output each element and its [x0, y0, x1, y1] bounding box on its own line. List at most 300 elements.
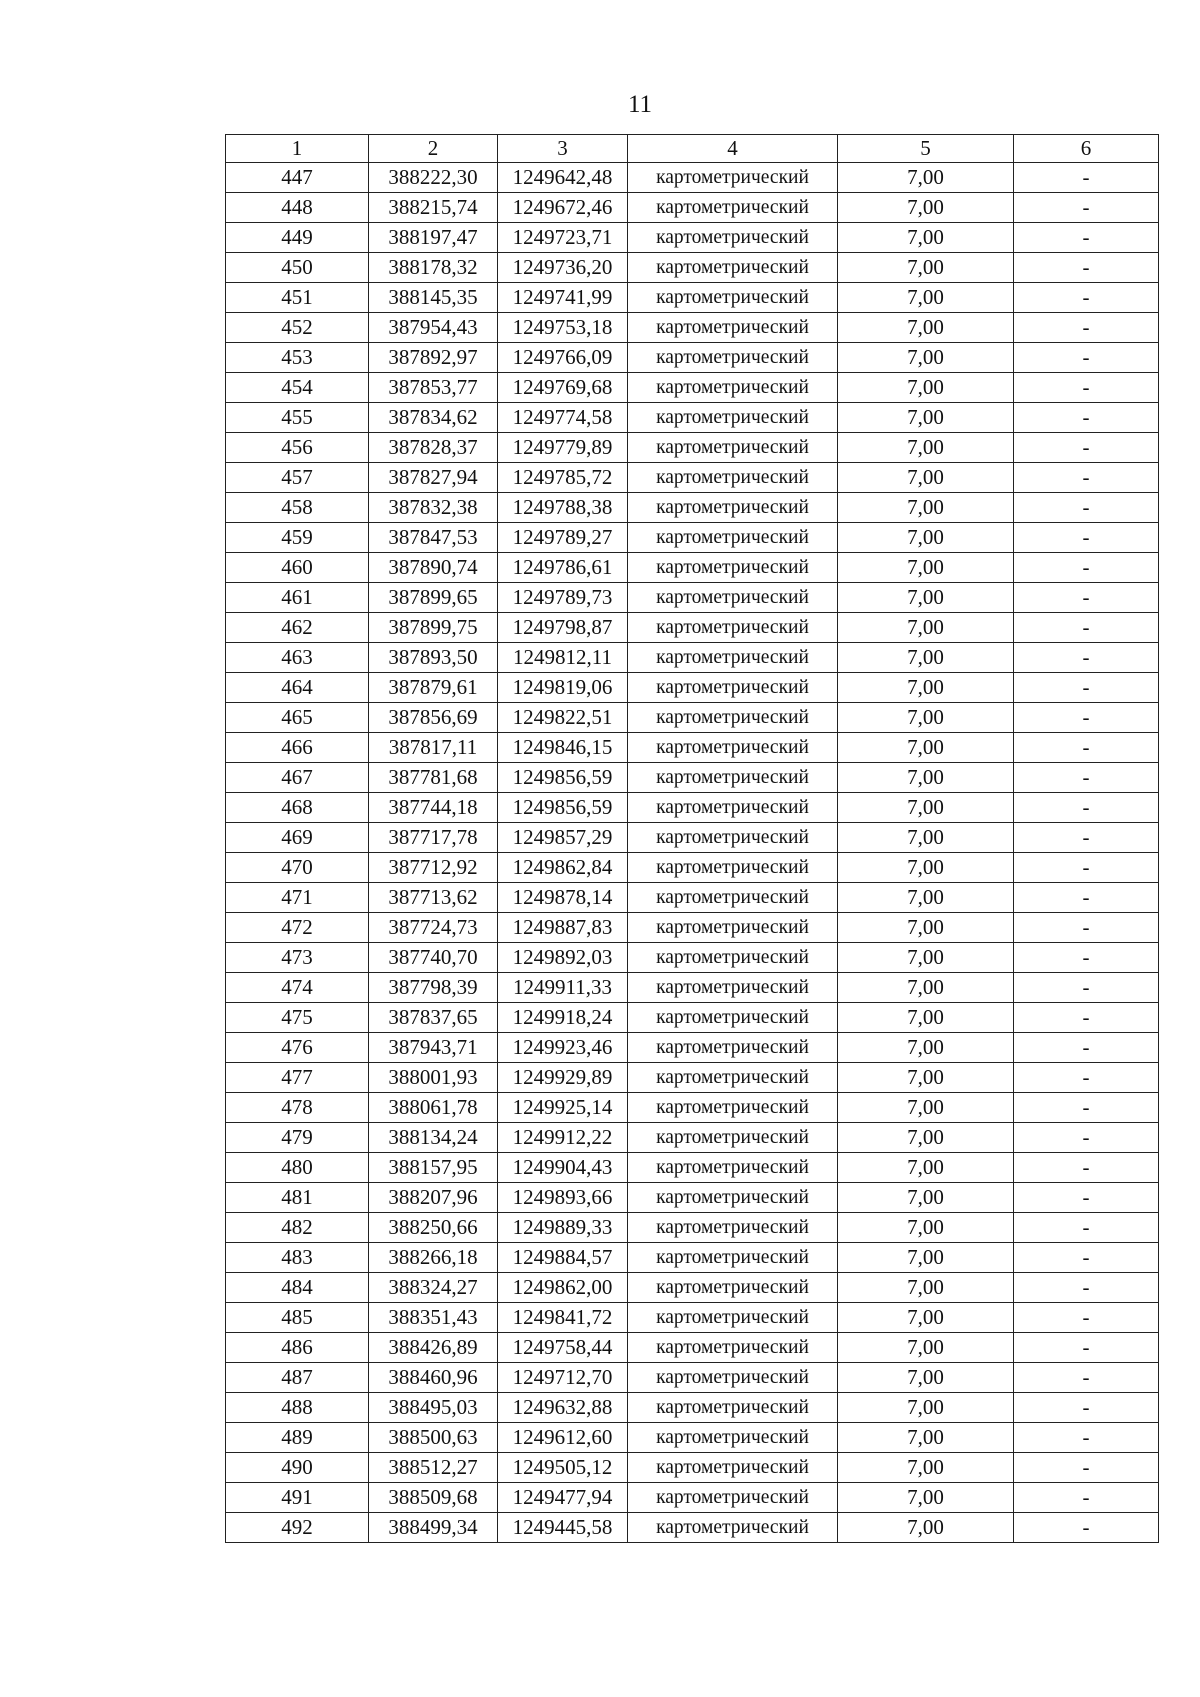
point-number-cell: 490	[226, 1453, 369, 1483]
description-cell: -	[1014, 373, 1159, 403]
y-coordinate-cell: 1249892,03	[498, 943, 628, 973]
point-number-cell: 468	[226, 793, 369, 823]
x-coordinate-cell: 388207,96	[369, 1183, 498, 1213]
point-number-cell: 486	[226, 1333, 369, 1363]
x-coordinate-cell: 387712,92	[369, 853, 498, 883]
method-cell: картометрический	[628, 643, 838, 673]
table-row	[226, 673, 1159, 703]
accuracy-cell: 7,00	[838, 283, 1014, 313]
x-coordinate-cell: 387827,94	[369, 463, 498, 493]
accuracy-cell: 7,00	[838, 553, 1014, 583]
accuracy-cell: 7,00	[838, 643, 1014, 673]
x-coordinate-cell: 388145,35	[369, 283, 498, 313]
accuracy-cell: 7,00	[838, 823, 1014, 853]
table-row	[226, 1513, 1159, 1543]
y-coordinate-cell: 1249911,33	[498, 973, 628, 1003]
accuracy-cell: 7,00	[838, 673, 1014, 703]
accuracy-cell: 7,00	[838, 913, 1014, 943]
x-coordinate-cell: 387828,37	[369, 433, 498, 463]
description-cell: -	[1014, 463, 1159, 493]
point-number-cell: 462	[226, 613, 369, 643]
x-coordinate-cell: 387847,53	[369, 523, 498, 553]
table-row	[226, 643, 1159, 673]
table-row	[226, 1213, 1159, 1243]
point-number-cell: 461	[226, 583, 369, 613]
column-header-2: 2	[369, 135, 498, 163]
accuracy-cell: 7,00	[838, 313, 1014, 343]
point-number-cell: 473	[226, 943, 369, 973]
coordinates-table	[225, 134, 1159, 1543]
description-cell: -	[1014, 583, 1159, 613]
y-coordinate-cell: 1249672,46	[498, 193, 628, 223]
accuracy-cell: 7,00	[838, 703, 1014, 733]
x-coordinate-cell: 387890,74	[369, 553, 498, 583]
method-cell: картометрический	[628, 343, 838, 373]
x-coordinate-cell: 388512,27	[369, 1453, 498, 1483]
method-cell: картометрический	[628, 1273, 838, 1303]
accuracy-cell: 7,00	[838, 1483, 1014, 1513]
table-row	[226, 1423, 1159, 1453]
accuracy-cell: 7,00	[838, 493, 1014, 523]
point-number-cell: 456	[226, 433, 369, 463]
description-cell: -	[1014, 1033, 1159, 1063]
accuracy-cell: 7,00	[838, 943, 1014, 973]
table-row	[226, 1243, 1159, 1273]
method-cell: картометрический	[628, 763, 838, 793]
method-cell: картометрический	[628, 523, 838, 553]
y-coordinate-cell: 1249789,73	[498, 583, 628, 613]
point-number-cell: 448	[226, 193, 369, 223]
y-coordinate-cell: 1249912,22	[498, 1123, 628, 1153]
y-coordinate-cell: 1249925,14	[498, 1093, 628, 1123]
column-header-3: 3	[498, 135, 628, 163]
description-cell: -	[1014, 1153, 1159, 1183]
table-row	[226, 193, 1159, 223]
header-row	[226, 135, 1159, 163]
table-row	[226, 523, 1159, 553]
description-cell: -	[1014, 343, 1159, 373]
description-cell: -	[1014, 553, 1159, 583]
method-cell: картометрический	[628, 253, 838, 283]
point-number-cell: 478	[226, 1093, 369, 1123]
y-coordinate-cell: 1249632,88	[498, 1393, 628, 1423]
method-cell: картометрический	[628, 1303, 838, 1333]
description-cell: -	[1014, 1393, 1159, 1423]
method-cell: картометрический	[628, 433, 838, 463]
accuracy-cell: 7,00	[838, 1333, 1014, 1363]
point-number-cell: 474	[226, 973, 369, 1003]
x-coordinate-cell: 387899,75	[369, 613, 498, 643]
x-coordinate-cell: 388178,32	[369, 253, 498, 283]
point-number-cell: 464	[226, 673, 369, 703]
point-number-cell: 472	[226, 913, 369, 943]
description-cell: -	[1014, 1273, 1159, 1303]
accuracy-cell: 7,00	[838, 1153, 1014, 1183]
accuracy-cell: 7,00	[838, 343, 1014, 373]
y-coordinate-cell: 1249789,27	[498, 523, 628, 553]
table-row	[226, 733, 1159, 763]
accuracy-cell: 7,00	[838, 1363, 1014, 1393]
point-number-cell: 467	[226, 763, 369, 793]
description-cell: -	[1014, 1363, 1159, 1393]
table-row	[226, 1063, 1159, 1093]
x-coordinate-cell: 387740,70	[369, 943, 498, 973]
method-cell: картометрический	[628, 193, 838, 223]
table-row	[226, 1273, 1159, 1303]
point-number-cell: 492	[226, 1513, 369, 1543]
method-cell: картометрический	[628, 1033, 838, 1063]
accuracy-cell: 7,00	[838, 1003, 1014, 1033]
x-coordinate-cell: 388215,74	[369, 193, 498, 223]
description-cell: -	[1014, 763, 1159, 793]
x-coordinate-cell: 388509,68	[369, 1483, 498, 1513]
method-cell: картометрический	[628, 613, 838, 643]
accuracy-cell: 7,00	[838, 1213, 1014, 1243]
y-coordinate-cell: 1249856,59	[498, 763, 628, 793]
point-number-cell: 491	[226, 1483, 369, 1513]
x-coordinate-cell: 387892,97	[369, 343, 498, 373]
y-coordinate-cell: 1249889,33	[498, 1213, 628, 1243]
x-coordinate-cell: 388351,43	[369, 1303, 498, 1333]
table-row	[226, 883, 1159, 913]
point-number-cell: 453	[226, 343, 369, 373]
y-coordinate-cell: 1249753,18	[498, 313, 628, 343]
table-row	[226, 463, 1159, 493]
accuracy-cell: 7,00	[838, 1303, 1014, 1333]
description-cell: -	[1014, 1303, 1159, 1333]
method-cell: картометрический	[628, 493, 838, 523]
description-cell: -	[1014, 1183, 1159, 1213]
table-row	[226, 1363, 1159, 1393]
accuracy-cell: 7,00	[838, 223, 1014, 253]
x-coordinate-cell: 388001,93	[369, 1063, 498, 1093]
accuracy-cell: 7,00	[838, 1243, 1014, 1273]
x-coordinate-cell: 387834,62	[369, 403, 498, 433]
point-number-cell: 449	[226, 223, 369, 253]
accuracy-cell: 7,00	[838, 1393, 1014, 1423]
y-coordinate-cell: 1249785,72	[498, 463, 628, 493]
accuracy-cell: 7,00	[838, 1033, 1014, 1063]
description-cell: -	[1014, 973, 1159, 1003]
y-coordinate-cell: 1249766,09	[498, 343, 628, 373]
y-coordinate-cell: 1249712,70	[498, 1363, 628, 1393]
table-row	[226, 1333, 1159, 1363]
table-row	[226, 1123, 1159, 1153]
point-number-cell: 471	[226, 883, 369, 913]
method-cell: картометрический	[628, 1483, 838, 1513]
table-header	[226, 135, 1159, 163]
x-coordinate-cell: 387724,73	[369, 913, 498, 943]
method-cell: картометрический	[628, 1003, 838, 1033]
x-coordinate-cell: 388324,27	[369, 1273, 498, 1303]
method-cell: картометрический	[628, 853, 838, 883]
method-cell: картометрический	[628, 463, 838, 493]
description-cell: -	[1014, 433, 1159, 463]
x-coordinate-cell: 387837,65	[369, 1003, 498, 1033]
point-number-cell: 452	[226, 313, 369, 343]
table-row	[226, 703, 1159, 733]
point-number-cell: 469	[226, 823, 369, 853]
y-coordinate-cell: 1249736,20	[498, 253, 628, 283]
accuracy-cell: 7,00	[838, 1273, 1014, 1303]
table-row	[226, 583, 1159, 613]
x-coordinate-cell: 387744,18	[369, 793, 498, 823]
point-number-cell: 447	[226, 163, 369, 193]
point-number-cell: 476	[226, 1033, 369, 1063]
x-coordinate-cell: 388134,24	[369, 1123, 498, 1153]
description-cell: -	[1014, 1453, 1159, 1483]
method-cell: картометрический	[628, 163, 838, 193]
y-coordinate-cell: 1249642,48	[498, 163, 628, 193]
method-cell: картометрический	[628, 1093, 838, 1123]
table-row	[226, 163, 1159, 193]
accuracy-cell: 7,00	[838, 463, 1014, 493]
table-row	[226, 1483, 1159, 1513]
y-coordinate-cell: 1249774,58	[498, 403, 628, 433]
accuracy-cell: 7,00	[838, 1093, 1014, 1123]
description-cell: -	[1014, 1513, 1159, 1543]
y-coordinate-cell: 1249505,12	[498, 1453, 628, 1483]
y-coordinate-cell: 1249923,46	[498, 1033, 628, 1063]
method-cell: картометрический	[628, 553, 838, 583]
table-row	[226, 823, 1159, 853]
accuracy-cell: 7,00	[838, 193, 1014, 223]
description-cell: -	[1014, 793, 1159, 823]
table-row	[226, 493, 1159, 523]
point-number-cell: 451	[226, 283, 369, 313]
x-coordinate-cell: 387954,43	[369, 313, 498, 343]
method-cell: картометрический	[628, 1123, 838, 1153]
method-cell: картометрический	[628, 1423, 838, 1453]
table-row	[226, 913, 1159, 943]
description-cell: -	[1014, 613, 1159, 643]
description-cell: -	[1014, 1423, 1159, 1453]
description-cell: -	[1014, 853, 1159, 883]
x-coordinate-cell: 387832,38	[369, 493, 498, 523]
point-number-cell: 458	[226, 493, 369, 523]
method-cell: картометрический	[628, 313, 838, 343]
accuracy-cell: 7,00	[838, 583, 1014, 613]
point-number-cell: 484	[226, 1273, 369, 1303]
description-cell: -	[1014, 823, 1159, 853]
x-coordinate-cell: 387943,71	[369, 1033, 498, 1063]
point-number-cell: 487	[226, 1363, 369, 1393]
description-cell: -	[1014, 1003, 1159, 1033]
table-row	[226, 553, 1159, 583]
y-coordinate-cell: 1249862,00	[498, 1273, 628, 1303]
table-row	[226, 1453, 1159, 1483]
description-cell: -	[1014, 1123, 1159, 1153]
description-cell: -	[1014, 283, 1159, 313]
method-cell: картометрический	[628, 1363, 838, 1393]
description-cell: -	[1014, 403, 1159, 433]
page-number: 11	[627, 91, 653, 118]
table-row	[226, 343, 1159, 373]
point-number-cell: 450	[226, 253, 369, 283]
table-row	[226, 613, 1159, 643]
column-header-4: 4	[628, 135, 838, 163]
y-coordinate-cell: 1249812,11	[498, 643, 628, 673]
accuracy-cell: 7,00	[838, 883, 1014, 913]
method-cell: картометрический	[628, 793, 838, 823]
x-coordinate-cell: 388495,03	[369, 1393, 498, 1423]
accuracy-cell: 7,00	[838, 1423, 1014, 1453]
x-coordinate-cell: 388426,89	[369, 1333, 498, 1363]
description-cell: -	[1014, 673, 1159, 703]
y-coordinate-cell: 1249862,84	[498, 853, 628, 883]
point-number-cell: 455	[226, 403, 369, 433]
description-cell: -	[1014, 523, 1159, 553]
accuracy-cell: 7,00	[838, 973, 1014, 1003]
description-cell: -	[1014, 493, 1159, 523]
point-number-cell: 480	[226, 1153, 369, 1183]
y-coordinate-cell: 1249819,06	[498, 673, 628, 703]
accuracy-cell: 7,00	[838, 523, 1014, 553]
x-coordinate-cell: 387717,78	[369, 823, 498, 853]
description-cell: -	[1014, 223, 1159, 253]
method-cell: картометрический	[628, 583, 838, 613]
description-cell: -	[1014, 163, 1159, 193]
x-coordinate-cell: 387713,62	[369, 883, 498, 913]
point-number-cell: 477	[226, 1063, 369, 1093]
table-row	[226, 253, 1159, 283]
method-cell: картометрический	[628, 283, 838, 313]
description-cell: -	[1014, 643, 1159, 673]
accuracy-cell: 7,00	[838, 163, 1014, 193]
accuracy-cell: 7,00	[838, 793, 1014, 823]
description-cell: -	[1014, 193, 1159, 223]
table-row	[226, 763, 1159, 793]
method-cell: картометрический	[628, 1243, 838, 1273]
point-number-cell: 463	[226, 643, 369, 673]
description-cell: -	[1014, 913, 1159, 943]
point-number-cell: 457	[226, 463, 369, 493]
accuracy-cell: 7,00	[838, 853, 1014, 883]
point-number-cell: 470	[226, 853, 369, 883]
x-coordinate-cell: 387798,39	[369, 973, 498, 1003]
table-row	[226, 1393, 1159, 1423]
method-cell: картометрический	[628, 373, 838, 403]
x-coordinate-cell: 388157,95	[369, 1153, 498, 1183]
method-cell: картометрический	[628, 1153, 838, 1183]
y-coordinate-cell: 1249788,38	[498, 493, 628, 523]
y-coordinate-cell: 1249846,15	[498, 733, 628, 763]
table-row	[226, 793, 1159, 823]
accuracy-cell: 7,00	[838, 1123, 1014, 1153]
description-cell: -	[1014, 1483, 1159, 1513]
x-coordinate-cell: 387817,11	[369, 733, 498, 763]
x-coordinate-cell: 387856,69	[369, 703, 498, 733]
x-coordinate-cell: 388499,34	[369, 1513, 498, 1543]
point-number-cell: 482	[226, 1213, 369, 1243]
accuracy-cell: 7,00	[838, 1183, 1014, 1213]
x-coordinate-cell: 387879,61	[369, 673, 498, 703]
y-coordinate-cell: 1249856,59	[498, 793, 628, 823]
y-coordinate-cell: 1249929,89	[498, 1063, 628, 1093]
point-number-cell: 460	[226, 553, 369, 583]
method-cell: картометрический	[628, 223, 838, 253]
table-body	[226, 163, 1159, 1543]
y-coordinate-cell: 1249741,99	[498, 283, 628, 313]
accuracy-cell: 7,00	[838, 1063, 1014, 1093]
method-cell: картометрический	[628, 703, 838, 733]
table-row	[226, 433, 1159, 463]
accuracy-cell: 7,00	[838, 613, 1014, 643]
table-row	[226, 283, 1159, 313]
column-header-5: 5	[838, 135, 1014, 163]
description-cell: -	[1014, 1333, 1159, 1363]
point-number-cell: 489	[226, 1423, 369, 1453]
y-coordinate-cell: 1249841,72	[498, 1303, 628, 1333]
table-row	[226, 1093, 1159, 1123]
description-cell: -	[1014, 883, 1159, 913]
description-cell: -	[1014, 1243, 1159, 1273]
method-cell: картометрический	[628, 883, 838, 913]
y-coordinate-cell: 1249612,60	[498, 1423, 628, 1453]
y-coordinate-cell: 1249822,51	[498, 703, 628, 733]
method-cell: картометрический	[628, 733, 838, 763]
x-coordinate-cell: 388197,47	[369, 223, 498, 253]
x-coordinate-cell: 388250,66	[369, 1213, 498, 1243]
y-coordinate-cell: 1249445,58	[498, 1513, 628, 1543]
y-coordinate-cell: 1249786,61	[498, 553, 628, 583]
x-coordinate-cell: 387781,68	[369, 763, 498, 793]
x-coordinate-cell: 388460,96	[369, 1363, 498, 1393]
description-cell: -	[1014, 253, 1159, 283]
y-coordinate-cell: 1249884,57	[498, 1243, 628, 1273]
description-cell: -	[1014, 733, 1159, 763]
method-cell: картометрический	[628, 913, 838, 943]
x-coordinate-cell: 387893,50	[369, 643, 498, 673]
y-coordinate-cell: 1249918,24	[498, 1003, 628, 1033]
table-row	[226, 1183, 1159, 1213]
method-cell: картометрический	[628, 943, 838, 973]
description-cell: -	[1014, 943, 1159, 973]
table-row	[226, 223, 1159, 253]
y-coordinate-cell: 1249857,29	[498, 823, 628, 853]
point-number-cell: 479	[226, 1123, 369, 1153]
accuracy-cell: 7,00	[838, 763, 1014, 793]
description-cell: -	[1014, 313, 1159, 343]
point-number-cell: 475	[226, 1003, 369, 1033]
method-cell: картометрический	[628, 1393, 838, 1423]
y-coordinate-cell: 1249798,87	[498, 613, 628, 643]
accuracy-cell: 7,00	[838, 253, 1014, 283]
x-coordinate-cell: 388222,30	[369, 163, 498, 193]
description-cell: -	[1014, 1093, 1159, 1123]
table-row	[226, 1003, 1159, 1033]
point-number-cell: 485	[226, 1303, 369, 1333]
point-number-cell: 466	[226, 733, 369, 763]
y-coordinate-cell: 1249723,71	[498, 223, 628, 253]
y-coordinate-cell: 1249779,89	[498, 433, 628, 463]
method-cell: картометрический	[628, 973, 838, 1003]
method-cell: картометрический	[628, 403, 838, 433]
x-coordinate-cell: 387899,65	[369, 583, 498, 613]
table-row	[226, 943, 1159, 973]
table-row	[226, 403, 1159, 433]
method-cell: картометрический	[628, 1453, 838, 1483]
table-row	[226, 1033, 1159, 1063]
table-row	[226, 1153, 1159, 1183]
accuracy-cell: 7,00	[838, 373, 1014, 403]
description-cell: -	[1014, 1063, 1159, 1093]
description-cell: -	[1014, 1213, 1159, 1243]
point-number-cell: 488	[226, 1393, 369, 1423]
y-coordinate-cell: 1249887,83	[498, 913, 628, 943]
column-header-1: 1	[226, 135, 369, 163]
accuracy-cell: 7,00	[838, 403, 1014, 433]
